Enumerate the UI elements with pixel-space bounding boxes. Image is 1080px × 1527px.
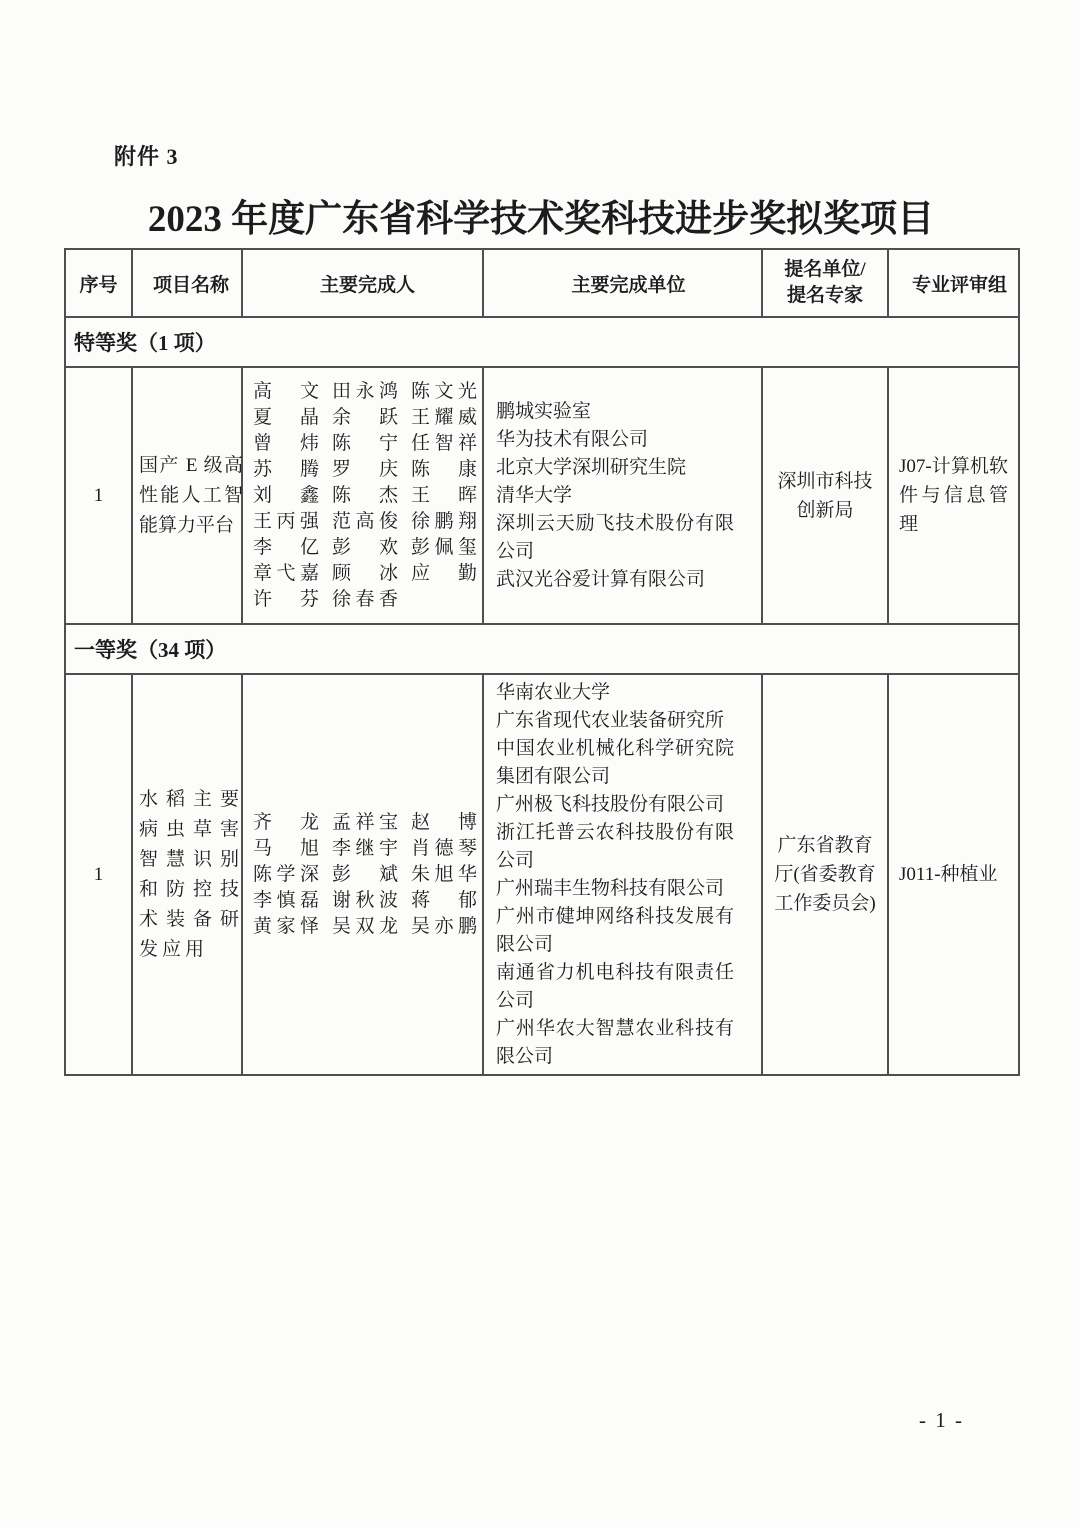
people-row (253, 888, 478, 914)
unit-name: 华南农业大学 (496, 681, 611, 703)
person-name: 彭佩玺 (411, 536, 477, 558)
person-name: 许芬 (253, 588, 319, 610)
person-name: 彭欢 (332, 536, 398, 558)
person-name: 王丙强 (253, 510, 319, 532)
project-name: 国产 E 级高性能人工智能算力平台 (139, 454, 243, 536)
completing-units-cell (483, 674, 762, 1075)
person-name: 王耀威 (411, 406, 477, 428)
col-header-nominator (762, 249, 888, 317)
person-name: 吴双龙 (332, 915, 398, 937)
people-row (253, 509, 478, 535)
person-name: 肖德琴 (411, 837, 477, 859)
people-row (253, 561, 478, 587)
people-row (253, 535, 478, 561)
person-name: 谢秋波 (332, 889, 398, 911)
person-name: 徐鹏翔 (411, 510, 477, 532)
people-row (253, 431, 478, 457)
col-header-nominator-line1: 提名单位/ (784, 259, 866, 280)
people-row (253, 405, 478, 431)
person-name: 苏腾 (253, 458, 319, 480)
unit-name: 中国农业机械化科学研究院集团有限公司 (496, 737, 734, 787)
table-row (65, 367, 1019, 624)
people-row (253, 810, 478, 836)
completers-cell (242, 367, 483, 624)
unit-name: 广州市健坤网络科技发展有限公司 (496, 905, 734, 955)
project-name: 水稻主要病虫草害智慧识别和防控技术装备研发应用 (139, 788, 243, 960)
project-name-cell (132, 367, 242, 624)
units-list (496, 679, 734, 1071)
nominator-cell: 深圳市科技创新局 (762, 367, 888, 624)
col-header-project: 项目名称 (132, 249, 242, 317)
review-group-cell (888, 674, 1019, 1075)
unit-name: 武汉光谷爱计算有限公司 (496, 568, 706, 590)
person-name: 刘鑫 (253, 484, 319, 506)
unit-name: 鹏城实验室 (496, 400, 592, 422)
person-name: 章弋嘉 (253, 562, 319, 584)
people-row (253, 914, 478, 940)
person-name: 陈学深 (253, 863, 319, 885)
people-row (253, 457, 478, 483)
col-header-index: 序号 (65, 249, 132, 317)
person-name: 夏晶 (253, 406, 319, 428)
person-name: 任智祥 (411, 432, 477, 454)
review-group: J011-种植业 (899, 864, 998, 885)
unit-name: 广州华农大智慧农业科技有限公司 (496, 1017, 734, 1067)
section-header-first-grade (65, 624, 1019, 674)
person-name: 应勤 (411, 562, 477, 584)
unit-name: 北京大学深圳研究生院 (496, 456, 687, 478)
person-name: 蒋郁 (411, 889, 477, 911)
person-name: 齐龙 (253, 811, 319, 833)
person-name: 朱旭华 (411, 863, 477, 885)
awards-table (64, 248, 1020, 1076)
col-header-people: 主要完成人 (242, 249, 483, 317)
nominator-cell: 广东省教育厅(省委教育工作委员会) (762, 674, 888, 1075)
person-name: 余跃 (332, 406, 398, 428)
person-name: 李亿 (253, 536, 319, 558)
person-name: 黄家怿 (253, 915, 319, 937)
project-name-cell (132, 674, 242, 1075)
people-grid (253, 810, 478, 940)
person-name: 罗庆 (332, 458, 398, 480)
review-group: J07-计算机软件与信息管理 (899, 456, 1008, 535)
person-name: 马旭 (253, 837, 319, 859)
attachment-label: 附件 3 (114, 144, 179, 169)
completers-cell (242, 674, 483, 1075)
units-list (496, 398, 734, 594)
person-name: 曾炜 (253, 432, 319, 454)
section-label: 特等奖（1 项） (65, 317, 1019, 367)
completing-units-cell (483, 367, 762, 624)
person-name: 高文 (253, 380, 319, 402)
people-row (253, 836, 478, 862)
col-header-nominator-line2: 提名专家 (786, 285, 863, 306)
section-header-special-grade (65, 317, 1019, 367)
people-row (253, 587, 478, 613)
person-name: 范高俊 (332, 510, 398, 532)
person-name: 徐春香 (332, 588, 398, 610)
person-name: 李继宇 (332, 837, 398, 859)
unit-name: 浙江托普云农科技股份有限公司 (496, 821, 734, 871)
row-index-cell: 1 (65, 674, 132, 1075)
people-row (253, 379, 478, 405)
page-number: - 1 - (919, 1408, 964, 1432)
person-name: 王晖 (411, 484, 477, 506)
row-index-cell: 1 (65, 367, 132, 624)
person-name: 顾冰 (332, 562, 398, 584)
unit-name: 南通省力机电科技有限责任公司 (496, 961, 734, 1011)
unit-name: 清华大学 (496, 484, 573, 506)
person-name: 赵博 (411, 811, 477, 833)
person-name: 李慎磊 (253, 889, 319, 911)
unit-name: 华为技术有限公司 (496, 428, 649, 450)
people-row (253, 862, 478, 888)
table-header-row (65, 249, 1019, 317)
person-name: 孟祥宝 (332, 811, 398, 833)
page-title: 2023 年度广东省科学技术奖科技进步奖拟奖项目 (147, 199, 935, 240)
col-header-units: 主要完成单位 (483, 249, 762, 317)
people-row (253, 483, 478, 509)
person-name: 陈杰 (332, 484, 398, 506)
unit-name: 广州瑞丰生物科技有限公司 (496, 877, 725, 899)
unit-name: 深圳云天励飞技术股份有限公司 (496, 512, 734, 562)
person-name: 陈文光 (411, 380, 477, 402)
person-name: 陈康 (411, 458, 477, 480)
review-group-cell (888, 367, 1019, 624)
person-name: 吴亦鹏 (411, 915, 477, 937)
person-name: 田永鸿 (332, 380, 398, 402)
unit-name: 广东省现代农业装备研究所 (496, 709, 725, 731)
person-name: 陈宁 (332, 432, 398, 454)
col-header-review: 专业评审组 (888, 249, 1019, 317)
section-label: 一等奖（34 项） (65, 624, 1019, 674)
unit-name: 广州极飞科技股份有限公司 (496, 793, 725, 815)
person-name: 彭斌 (332, 863, 398, 885)
people-grid (253, 379, 478, 613)
table-row (65, 674, 1019, 1075)
